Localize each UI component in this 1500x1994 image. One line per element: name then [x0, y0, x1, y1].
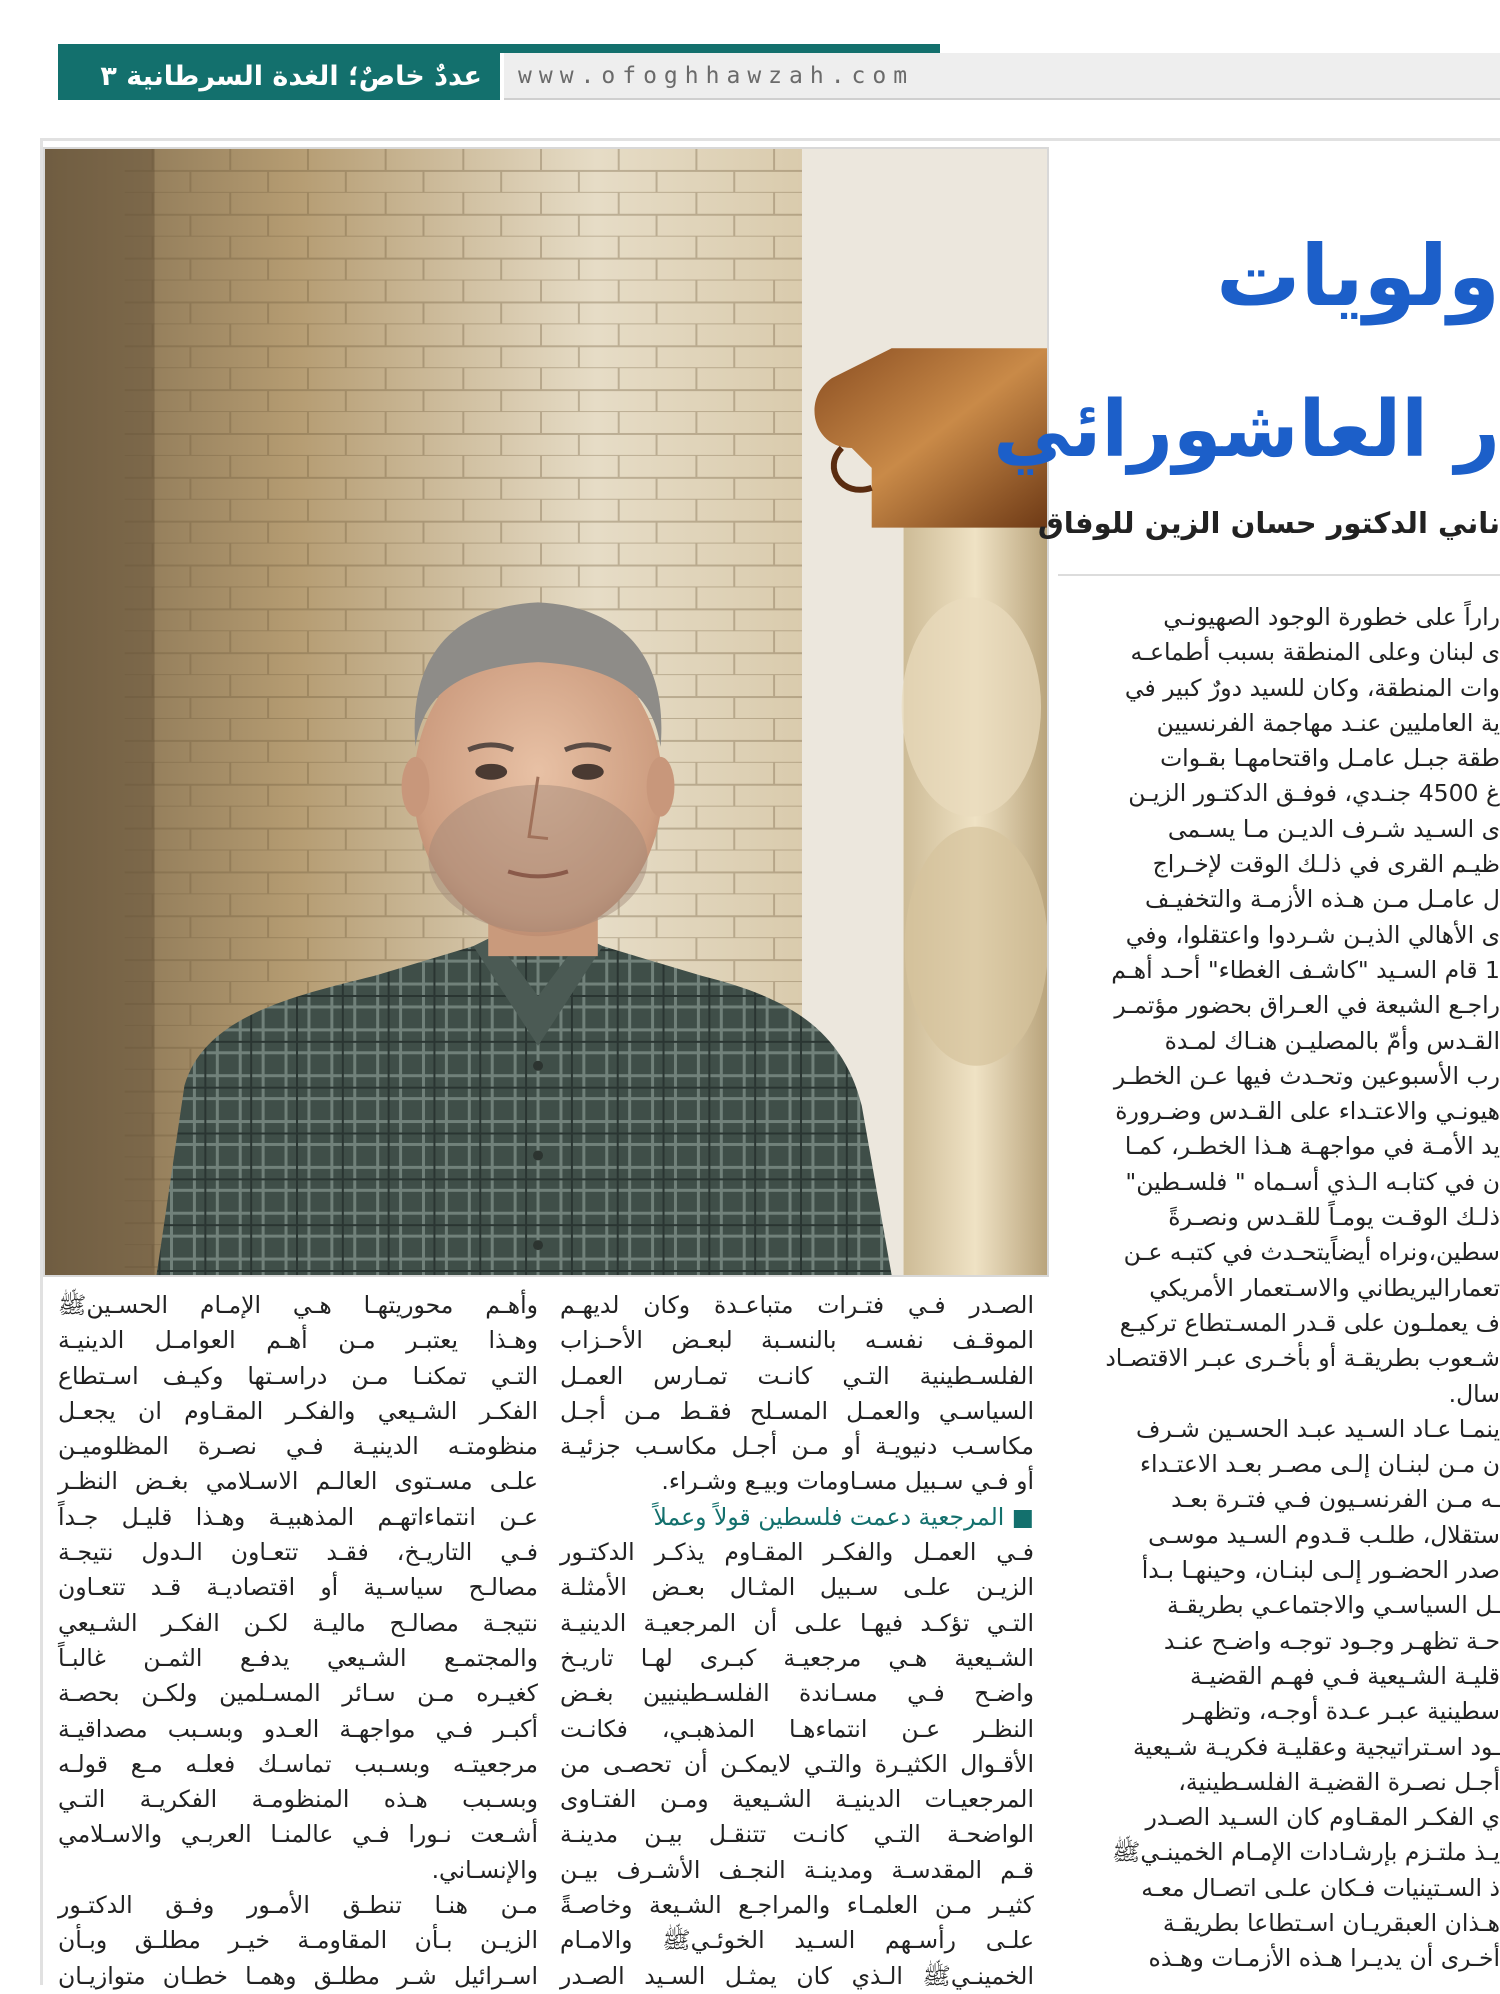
text-line: راجـع الشيعة في العـراق بحضور مؤتمـر: [1114, 991, 1500, 1020]
text-line: ستقلال، طلـب قـدوم السـيد موسـى: [1148, 1520, 1500, 1549]
text-line: قـم المقدسـة ومدينـة النجـف الأشـرف بيـن: [560, 1855, 1034, 1884]
text-line: منظومتـه الدينيـة فـي نصـرة المظلوميـن: [58, 1432, 538, 1461]
text-line: ـود اسـتراتيجية وعقليـة فكريـة شـيعية: [1132, 1732, 1500, 1761]
text-line: الموقـف نفسـه بالنسـبة لبعـض الأحـزاب: [560, 1326, 1034, 1355]
text-line: شـعوب بطريقـة أو بأخـرى عبـر الاقتصـاد: [1105, 1344, 1500, 1373]
text-line: ي الفكـر المقـاوم كان السـيد الصـدر: [1145, 1803, 1500, 1832]
text-line: واضـح فـي مسـاندة الفلسـطينيين بغـض: [560, 1679, 1034, 1708]
portrait-photo: [43, 147, 1049, 1277]
headline-line-2: ر العاشورائي: [993, 385, 1500, 475]
text-line: كغيـره مـن سـائر المسـلمين ولكـن بحصـة: [58, 1679, 538, 1708]
text-line: وهـذا يعتبـر مـن أهـم العوامـل الدينيـة: [58, 1326, 538, 1355]
text-line: اسـرائيل شـر مطلـق وهمـا خطـان متوازيـان: [58, 1961, 538, 1990]
frame-top-line: [40, 138, 1500, 141]
text-line: يـذ ملتـزم بإرشـادات الإمـام الخمينـيﷺ: [1111, 1838, 1500, 1867]
text-line: ـل السياسـي والاجتماعـي بطريقـة: [1167, 1591, 1500, 1620]
text-line: سطينية عبـر عـدة أوجـه، وتظهـر: [1183, 1697, 1500, 1726]
text-line: علـى رأسـهم السـيد الخوئـيﷺ والامـام: [560, 1926, 1034, 1955]
text-line: والإنسـاني.: [431, 1855, 538, 1884]
text-line: الزيـن بـأن المقاومـة خيـر مطلـق وبـأن: [58, 1926, 538, 1955]
text-line: علـى مسـتوى العالـم الاسـلامي بغـض النظـر: [58, 1467, 538, 1496]
text-line: يد الأمـة في مواجهـة هـذا الخطـر، كمـا: [1124, 1132, 1500, 1161]
text-line: الخمينـيﷺ الـذي كان يمثـل السـيد الصـدر: [560, 1961, 1034, 1990]
text-line: رب الأسبوعين وتحـدث فيها عـن الخطـر: [1113, 1061, 1500, 1090]
text-line: أشـعت نـورا فـي عالمنـا العربـي والاسـلامي: [58, 1820, 538, 1849]
portrait-photo-illustration: [45, 149, 1047, 1275]
text-line: هـذان العبقريـان اسـتطاعا بطريقـة: [1162, 1908, 1500, 1937]
text-line: ف يعملـون على قـدر المسـتطاع تركيـع: [1119, 1308, 1500, 1337]
text-line: هيونـي والاعتـداء على القـدس وضـرورة: [1115, 1097, 1500, 1126]
headline-line-1: ولويات: [1216, 227, 1500, 325]
text-line: تعماراليريطاني والاسـتعمار الأمريكي: [1149, 1273, 1500, 1302]
text-line: ن في كتابـه الـذي أسـماه " فلسـطين": [1125, 1167, 1500, 1196]
text-line: ظيـم القرى في ذلـك الوقت لإخـراج: [1152, 850, 1500, 879]
text-column-left: [58, 1288, 538, 1994]
page-header: [58, 44, 1500, 100]
text-line: نتيجـة مصالـح ماليـة لكـن الفكـر الشـيعي: [58, 1608, 538, 1637]
text-line: مرجعيتـه وبسـبب تماسـك فعلـه مـع قولـه: [58, 1749, 538, 1778]
text-line: ن مـن لبنـان إلـى مصـر بعـد الاعتـداء: [1139, 1450, 1500, 1479]
text-line: الفلسـطينية التـي كانـت تمـارس العمـل: [560, 1361, 1034, 1390]
text-line: 1 قام السـيد "كاشـف الغطاء" أحـد أهـم: [1111, 955, 1500, 984]
text-line: عـن انتماءاتهـم المذهبيـة وهـذا قليـل جـداً: [58, 1502, 538, 1531]
section-subheading: ■ المرجعية دعمت فلسطين قولاً وعملاً: [653, 1502, 1034, 1531]
text-line: النظـر عـن انتماءهـا المذهبـي، فكانـت: [560, 1714, 1034, 1743]
text-line: القـدس وأمّ بالمصليـن هنـاك لمـدة: [1164, 1026, 1500, 1055]
text-line: ذلـك الوقـت يومـاً للقـدس ونصـرةً: [1168, 1203, 1500, 1232]
text-line: مصالـح سياسـية أو اقتصاديـة قـد تتعـاون: [58, 1573, 538, 1602]
text-line: ى لبنان وعلى المنطقة بسبب أطماعـه: [1130, 638, 1500, 667]
text-line: قليـة الشـيعية فـي فهـم القضيـة: [1190, 1661, 1500, 1690]
text-line: وات المنطقة، وكان للسيد دورٌ كبير في: [1124, 673, 1500, 702]
text-line: أجـل نصـرة القضيـة الفلسـطينية،: [1178, 1767, 1500, 1796]
text-line: السياسـي والعمـل المسـلح فقـط مـن أجـل: [560, 1396, 1034, 1425]
text-line: كثيـر مـن العلمـاء والمراجـع الشـيعة وخاصـةً: [560, 1891, 1034, 1920]
text-line: الزيـن علـى سـبيل المثـال بعـض الأمثلـة: [560, 1573, 1034, 1602]
text-line: فـي التاريـخ، فقـد تتعـاون الـدول نتيجـة: [58, 1538, 538, 1567]
text-line: أو فـي سـبيل مسـاومات وبيـع وشـراء.: [661, 1467, 1034, 1496]
text-line: ى الأهالي الذيـن شـردوا واعتقلوا، وفي: [1125, 920, 1500, 949]
text-line: أكبـر فـي مواجهـة العـدو وبسـبب مصداقيـة: [58, 1714, 538, 1743]
text-line: ـه مـن الفرنسـيون فـي فتـرة بعـد: [1171, 1485, 1500, 1514]
text-line: سطين،ونراه أيضاًيتحـدث في كتبـه عـن: [1123, 1238, 1500, 1267]
text-line: الأقـوال الكثيـرة والتـي لايمكـن أن تحصـى من: [560, 1749, 1034, 1778]
text-line: فـي العمـل والفكـر المقـاوم يذكـر الدكتـور: [560, 1538, 1034, 1567]
header-accent-bar: [58, 44, 940, 53]
text-line: ية العامليين عنـد مهاجمة الفرنسيين: [1156, 708, 1500, 737]
text-line: مـن هنـا تنطـق الأمـور وفـق الدكتـور: [58, 1891, 538, 1920]
text-line: الفكـر الشـيعي والفكـر المقـاوم ان يجعـل: [58, 1396, 538, 1425]
issue-label: عددٌ خاصٌ؛ الغدة السرطانية ٣: [58, 53, 500, 100]
text-line: الواضحـة التـي كانـت تتنقـل بيـن مدينـة: [560, 1820, 1034, 1849]
text-column-right: [1068, 600, 1500, 1977]
text-line: الصـدر فـي فتـرات متباعـدة وكان لديهـم: [560, 1291, 1034, 1319]
text-line: التـي تمكنـا مـن دراسـتها وكيـف اسـتطاع: [58, 1361, 538, 1390]
text-line: وأهـم محوريتهـا هـي الإمـام الحسـينﷺ: [58, 1291, 538, 1319]
text-line: ذ السـتينيات فـكان علـى اتصـال معـه: [1141, 1873, 1500, 1902]
text-line: ينمـا عـاد السـيد عبـد الحسـين شـرف: [1135, 1414, 1500, 1443]
text-column-middle: [560, 1288, 1034, 1994]
text-line: وبسـبب هـذه المنظومـة الفكريـة التـي: [58, 1785, 538, 1814]
text-line: الشـيعية هـي مرجعيـة كبـرى لهـا تاريـخ: [560, 1643, 1034, 1672]
text-line: مكاسـب دنيويـة أو مـن أجـل مكاسـب جزئيـة: [560, 1432, 1034, 1461]
website-url[interactable]: www.ofoghhawzah.com: [504, 53, 1500, 100]
text-line: طقة جبـل عامـل واقتحامهـا بقـوات: [1160, 744, 1500, 773]
text-line: أخـرى أن يديـرا هـذه الأزمـات وهـذه: [1148, 1944, 1500, 1973]
text-line: التـي تؤكـد فيهـا علـى أن المرجعيـة الدينيـة: [560, 1608, 1034, 1637]
text-line: راراً على خطورة الوجود الصهيونـي: [1163, 603, 1500, 631]
subheadline-divider: [1058, 574, 1500, 576]
text-line: المرجعيـات الدينيـة الشـيعية ومـن الفتـاوى: [560, 1785, 1034, 1814]
text-line: صدر الحضـور إلـى لبنـان، وحينهـا بـدأ: [1141, 1556, 1500, 1585]
text-line: غ 4500 جنـدي، فوفـق الدكتـور الزيـن: [1128, 779, 1500, 808]
text-line: سال.: [1448, 1379, 1500, 1408]
text-line: والمجتمـع الشـيعي يدفـع الثمـن غالبـاً: [58, 1643, 538, 1672]
text-line: ى السـيد شـرف الديـن مـا يسـمى: [1167, 814, 1500, 843]
article-subheadline: ناني الدكتور حسان الزين للوفاق: [1037, 506, 1500, 540]
text-line: حـة تظهـر وجـود توجـه واضـح عنـد: [1163, 1626, 1500, 1655]
text-line: ل عامـل مـن هـذه الأزمـة والتخفيـف: [1144, 885, 1500, 914]
